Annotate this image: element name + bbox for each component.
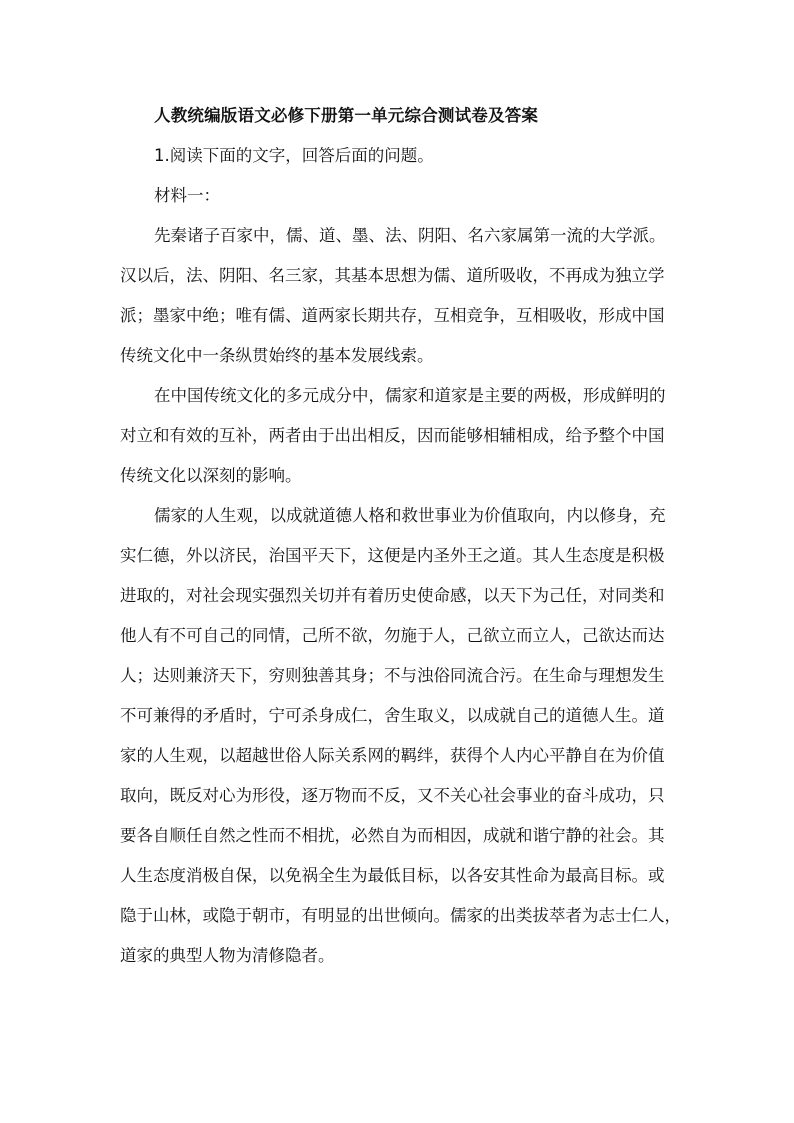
paragraph-2 [120, 376, 676, 496]
paragraph-line: 不可兼得的矛盾时，宁可杀身成仁，舍生取义，以成就自己的道德人生。道 [120, 706, 665, 725]
paragraph-line: 对立和有效的互补，两者由于出出相反，因而能够相辅相成，给予整个中国 [120, 426, 665, 445]
paragraph-line: 家的人生观，以超越世俗人际关系网的羁绊，获得个人内心平静自在为价值 [120, 746, 665, 765]
paragraph-line: 先秦诸子百家中，儒、道、墨、法、阴阳、名六家属第一流的大学派。 [154, 226, 666, 245]
paragraph-line: 在中国传统文化的多元成分中，儒家和道家是主要的两极，形成鲜明的 [154, 386, 666, 405]
paragraph-line: 儒家的人生观，以成就道德人格和救世事业为价值取向，内以修身，充 [154, 506, 666, 525]
paragraph-3 [120, 496, 681, 976]
paragraph-line: 汉以后，法、阴阳、名三家，其基本思想为儒、道所吸收，不再成为独立学 [120, 266, 665, 285]
paragraph-line: 要各自顺任自然之性而不相扰，必然自为而相因，成就和谐宁静的社会。其 [120, 826, 665, 845]
document-body [120, 96, 681, 976]
paragraph-line: 进取的，对社会现实强烈关切并有着历史使命感，以天下为己任，对同类和 [120, 586, 665, 605]
paragraph-line: 隐于山林，或隐于朝市，有明显的出世倾向。儒家的出类拔萃者为志士仁人， [120, 906, 681, 925]
paragraph-line: 他人有不可自己的同情，己所不欲，勿施于人，己欲立而立人，己欲达而达 [120, 626, 665, 645]
question-prompt: 1.阅读下面的文字，回答后面的问题。 [154, 146, 434, 165]
paragraph-line: 人生态度消极自保，以免祸全生为最低目标，以各安其性命为最高目标。或 [120, 866, 665, 885]
material-label: 材料一： [154, 186, 220, 205]
paragraph-line: 取向，既反对心为形役，逐万物而不反，又不关心社会事业的奋斗成功，只 [120, 786, 665, 805]
document-title: 人教统编版语文必修下册第一单元综合测试卷及答案 [154, 106, 539, 125]
paragraph-line: 传统文化以深刻的影响。 [120, 466, 302, 485]
paragraph-1 [120, 216, 676, 376]
paragraph-line: 实仁德，外以济民，治国平天下，这便是内圣外王之道。其人生态度是积极 [120, 546, 665, 565]
paragraph-line: 传统文化中一条纵贯始终的基本发展线索。 [120, 346, 434, 365]
paragraph-line: 道家的典型人物为清修隐者。 [120, 946, 335, 965]
paragraph-line: 人；达则兼济天下，穷则独善其身；不与浊俗同流合污。在生命与理想发生 [120, 666, 665, 685]
paragraph-line: 派；墨家中绝；唯有儒、道两家长期共存，互相竞争，互相吸收，形成中国 [120, 306, 665, 325]
